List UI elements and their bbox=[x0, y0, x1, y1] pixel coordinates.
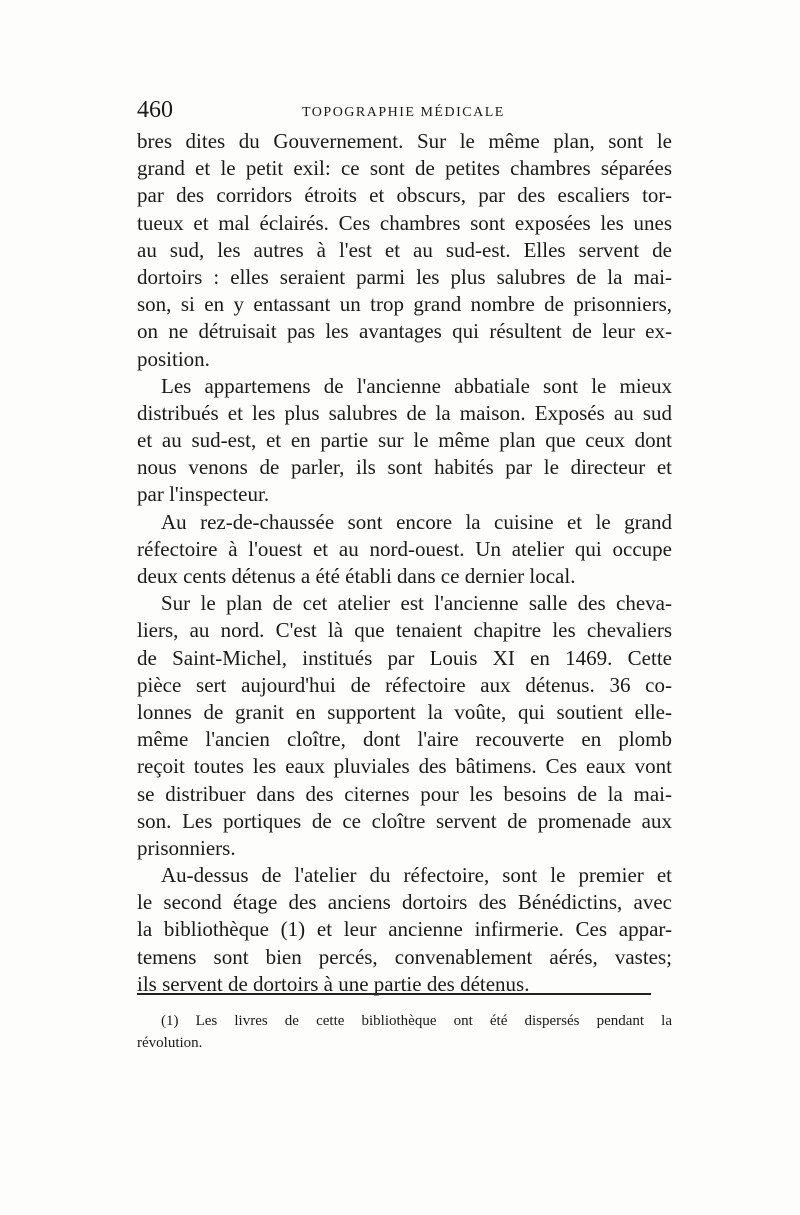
text-line: position. bbox=[137, 346, 210, 371]
text-line: prisonniers. bbox=[137, 835, 236, 860]
text-line: même l'ancien cloître, dont l'aire recouverte en plomb bbox=[137, 727, 672, 752]
text-line: lonnes de granit en supportent la voûte, qui soutient elle- bbox=[137, 699, 672, 724]
text-line: réfectoire à l'ouest et au nord-ouest. Un atelier qui occupe bbox=[137, 536, 672, 561]
text-line: Au-dessus de l'atelier du réfectoire, sont le premier et bbox=[161, 863, 672, 888]
text-line: Les appartemens de l'ancienne abbatiale sont le mieux bbox=[161, 373, 672, 398]
text-line: on ne détruisait pas les avantages qui résultent de leur ex- bbox=[137, 319, 672, 344]
footnote-divider bbox=[137, 993, 651, 995]
text-line: liers, au nord. C'est là que tenaient chapitre les chevaliers bbox=[137, 618, 672, 643]
text-line: Au rez-de-chaussée sont encore la cuisine et le grand bbox=[161, 509, 672, 534]
running-head: TOPOGRAPHIE MÉDICALE bbox=[302, 105, 505, 120]
text-line: ils servent de dortoirs à une partie des détenus. bbox=[137, 971, 530, 996]
text-line: dortoirs : elles seraient parmi les plus salubres de la mai- bbox=[137, 264, 672, 289]
body-text bbox=[137, 128, 672, 998]
text-line: tueux et mal éclairés. Ces chambres sont exposées les unes bbox=[137, 210, 672, 235]
text-line: le second étage des anciens dortoirs des Bénédictins, avec bbox=[137, 890, 672, 915]
text-line: pièce sert aujourd'hui de réfectoire aux détenus. 36 co- bbox=[137, 672, 672, 697]
footnote-line: révolution. bbox=[137, 1035, 203, 1051]
text-line: se distribuer dans des citernes pour les besoins de la mai- bbox=[137, 781, 672, 806]
text-line: reçoit toutes les eaux pluviales des bâtimens. Ces eaux vont bbox=[137, 754, 672, 779]
text-line: nous venons de parler, ils sont habités par le directeur et bbox=[137, 455, 672, 480]
text-line: distribués et les plus salubres de la maison. Exposés au sud bbox=[137, 400, 672, 425]
text-line: son. Les portiques de ce cloître servent de promenade aux bbox=[137, 808, 672, 833]
page-header bbox=[137, 97, 672, 125]
text-line: Sur le plan de cet atelier est l'ancienne salle des cheva- bbox=[161, 591, 672, 616]
footnotes bbox=[137, 1010, 672, 1054]
text-line: deux cents détenus a été établi dans ce dernier local. bbox=[137, 564, 576, 588]
page-number: 460 bbox=[137, 97, 173, 123]
text-line: grand et le petit exil: ce sont de petites chambres séparées bbox=[137, 156, 672, 181]
text-line: la bibliothèque (1) et leur ancienne infirmerie. Ces appar- bbox=[137, 917, 672, 942]
text-line: par des corridors étroits et obscurs, par des escaliers tor- bbox=[137, 183, 672, 208]
text-line: par l'inspecteur. bbox=[137, 482, 270, 507]
footnote-line: (1) Les livres de cette bibliothèque ont été dispersés pendant la bbox=[161, 1013, 672, 1029]
text-line: de Saint-Michel, institués par Louis XI en 1469. Cette bbox=[137, 645, 672, 670]
text-line: et au sud-est, et en partie sur le même plan que ceux dont bbox=[137, 428, 672, 453]
text-line: bres dites du Gouvernement. Sur le même plan, sont le bbox=[137, 129, 672, 153]
text-line: au sud, les autres à l'est et au sud-est. Elles servent de bbox=[137, 237, 672, 262]
text-line: temens sont bien percés, convenablement aérés, vastes; bbox=[137, 944, 672, 969]
text-line: son, si en y entassant un trop grand nombre de prisonniers, bbox=[137, 292, 672, 317]
